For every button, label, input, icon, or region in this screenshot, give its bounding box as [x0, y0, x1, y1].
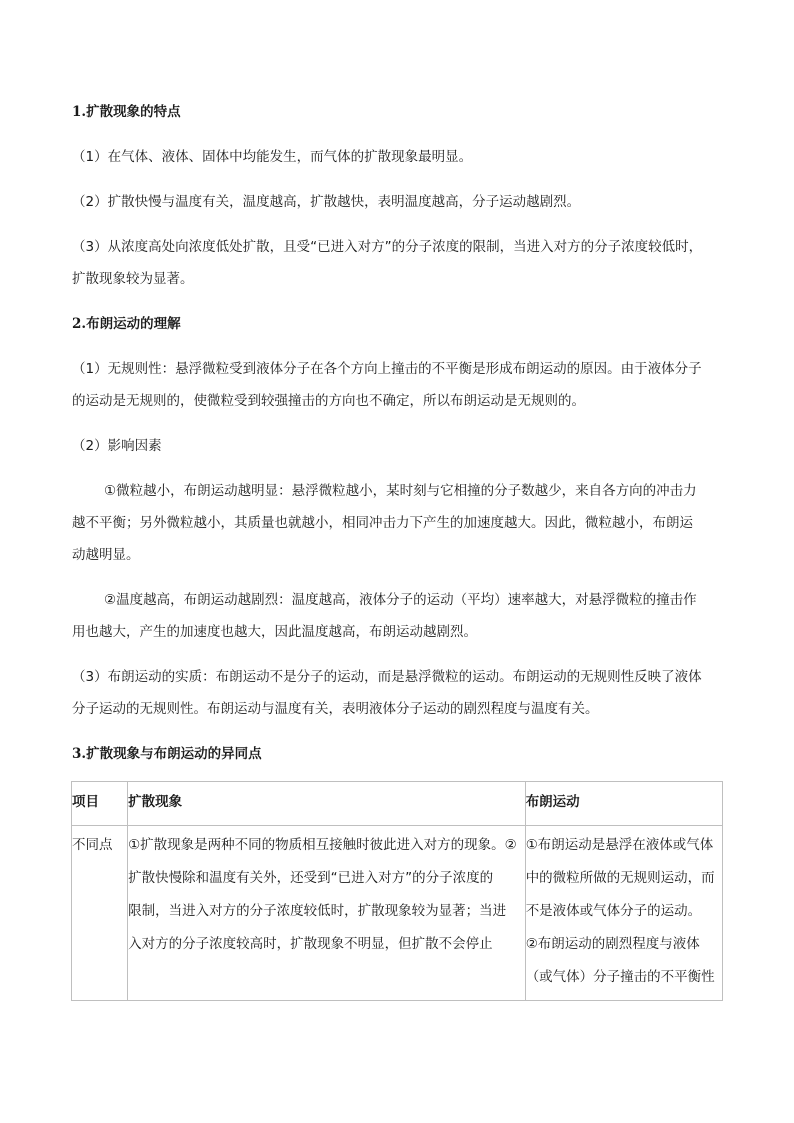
table-cell-diffusion [128, 826, 526, 1001]
diffusion-line: 扩散快慢除和温度有关外，还受到“已进入对方”的分子浓度的 [128, 870, 494, 886]
brownian-line: 中的微粒所做的无规则运动，而 [525, 870, 715, 886]
table-header-brownian: 布朗运动 [525, 782, 722, 826]
section3-heading: 3.扩散现象与布朗运动的异同点 [72, 746, 262, 762]
section1-paragraph2: （2）扩散快慢与温度有关，温度越高，扩散越快，表明温度越高，分子运动越剧烈。 [72, 194, 581, 210]
section2-heading: 2.布朗运动的理解 [72, 316, 181, 332]
table-header-row [72, 782, 723, 826]
brownian-line: 不是液体或气体分子的运动。 [525, 903, 702, 919]
table-cell-brownian [525, 826, 722, 1001]
brownian-line: ①布朗运动是悬浮在液体或气体 [525, 837, 714, 853]
brownian-line: ②布朗运动的剧烈程度与液体 [525, 936, 700, 952]
row-label: 不同点 [72, 837, 113, 853]
comparison-table [71, 781, 723, 1001]
diffusion-line: 入对方的分子浓度较高时，扩散现象不明显，但扩散不会停止 [128, 936, 493, 952]
diffusion-line: 限制，当进入对方的分子浓度较低时，扩散现象较为显著；当进 [128, 903, 507, 919]
brownian-line: （或气体）分子撞击的不平衡性 [525, 969, 715, 985]
section2-paragraph2a-line3: 动越明显。 [72, 547, 140, 563]
table-row [72, 826, 723, 1001]
section2-paragraph1-line2: 的运动是无规则的，使微粒受到较强撞击的方向也不确定，所以布朗运动是无规则的。 [72, 393, 585, 409]
section2-paragraph2: （2）影响因素 [72, 438, 162, 454]
section2-paragraph1-line1: （1）无规则性：悬浮微粒受到液体分子在各个方向上撞击的不平衡是形成布朗运动的原因。由于液体分子 [72, 361, 702, 377]
table-cell-label [72, 826, 128, 1001]
section2-paragraph2b-line2: 用也越大，产生的加速度也越大，因此温度越高，布朗运动越剧烈。 [72, 624, 477, 640]
section2-paragraph2b-line1: ②温度越高，布朗运动越剧烈：温度越高，液体分子的运动（平均）速率越大，对悬浮微粒的撞击作 [104, 592, 697, 608]
section2-paragraph3-line1: （3）布朗运动的实质：布朗运动不是分子的运动，而是悬浮微粒的运动。布朗运动的无规则性反映了液体 [72, 669, 702, 685]
section1-paragraph1: （1）在气体、液体、固体中均能发生，而气体的扩散现象最明显。 [72, 149, 473, 165]
section1-paragraph3-line1: （3）从浓度高处向浓度低处扩散，且受“已进入对方”的分子浓度的限制，当进入对方的分子浓度较低时， [72, 239, 703, 255]
section1-heading: 1.扩散现象的特点 [72, 104, 181, 120]
section1-paragraph3-line2: 扩散现象较为显著。 [72, 271, 194, 287]
table-header-item: 项目 [72, 782, 128, 826]
section2-paragraph2a-line1: ①微粒越小，布朗运动越明显：悬浮微粒越小，某时刻与它相撞的分子数越少，来自各方向的冲击力 [104, 483, 697, 499]
diffusion-line: ①扩散现象是两种不同的物质相互接触时彼此进入对方的现象。② [128, 837, 517, 853]
section2-paragraph3-line2: 分子运动的无规则性。布朗运动与温度有关，表明液体分子运动的剧烈程度与温度有关。 [72, 701, 599, 717]
table-header-diffusion: 扩散现象 [128, 782, 526, 826]
section2-paragraph2a-line2: 越不平衡；另外微粒越小，其质量也就越小，相同冲击力下产生的加速度越大。因此，微粒越小，布朗运 [72, 515, 693, 531]
